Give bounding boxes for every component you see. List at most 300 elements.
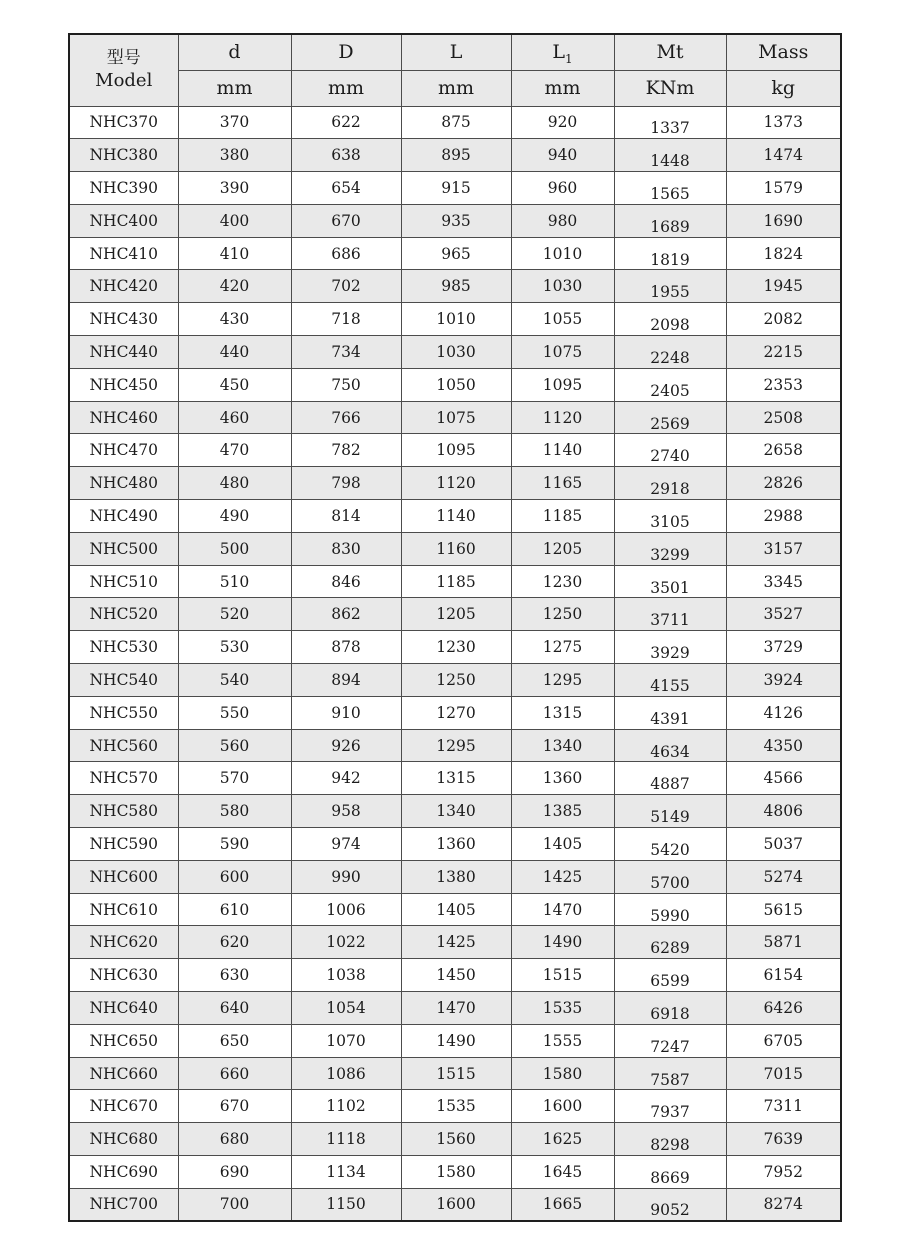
cell-model: NHC700 bbox=[69, 1188, 178, 1221]
mt-value: 1955 bbox=[650, 283, 690, 302]
cell-L1: 1185 bbox=[511, 500, 614, 533]
cell-L1: 1360 bbox=[511, 762, 614, 795]
cell-d: 430 bbox=[178, 303, 291, 336]
cell-model: NHC400 bbox=[69, 204, 178, 237]
table-row bbox=[69, 893, 841, 926]
cell-L: 1470 bbox=[401, 992, 511, 1025]
header-cell-d: d bbox=[178, 34, 291, 70]
mt-value: 3299 bbox=[650, 545, 690, 564]
cell-Mt bbox=[614, 237, 726, 270]
cell-model: NHC490 bbox=[69, 500, 178, 533]
cell-L: 1120 bbox=[401, 467, 511, 500]
cell-Mt bbox=[614, 172, 726, 205]
cell-L: 1580 bbox=[401, 1156, 511, 1189]
mt-value: 1337 bbox=[650, 119, 690, 138]
mt-value: 4391 bbox=[650, 709, 690, 728]
cell-d: 580 bbox=[178, 795, 291, 828]
cell-D: 1038 bbox=[291, 959, 401, 992]
cell-d: 410 bbox=[178, 237, 291, 270]
cell-Mass: 3527 bbox=[726, 598, 841, 631]
cell-Mt bbox=[614, 1188, 726, 1221]
cell-L1: 1250 bbox=[511, 598, 614, 631]
header-model-en: Model bbox=[95, 69, 153, 91]
header-cell-L1: $L_1$ bbox=[511, 34, 614, 70]
cell-Mass: 1824 bbox=[726, 237, 841, 270]
table-row bbox=[69, 532, 841, 565]
cell-D: 1054 bbox=[291, 992, 401, 1025]
cell-L1: 1470 bbox=[511, 893, 614, 926]
cell-D: 862 bbox=[291, 598, 401, 631]
cell-L: 1600 bbox=[401, 1188, 511, 1221]
cell-Mass: 2215 bbox=[726, 336, 841, 369]
table-row bbox=[69, 270, 841, 303]
cell-L1: 1165 bbox=[511, 467, 614, 500]
cell-Mass: 7015 bbox=[726, 1057, 841, 1090]
cell-D: 974 bbox=[291, 828, 401, 861]
cell-Mass: 1373 bbox=[726, 106, 841, 139]
table-row bbox=[69, 303, 841, 336]
cell-Mass: 5274 bbox=[726, 860, 841, 893]
table-row bbox=[69, 368, 841, 401]
cell-L: 1295 bbox=[401, 729, 511, 762]
mt-value: 2918 bbox=[650, 480, 690, 499]
cell-d: 460 bbox=[178, 401, 291, 434]
cell-Mt bbox=[614, 204, 726, 237]
cell-D: 750 bbox=[291, 368, 401, 401]
cell-Mt bbox=[614, 696, 726, 729]
cell-Mass: 1579 bbox=[726, 172, 841, 205]
table-row bbox=[69, 467, 841, 500]
table-row bbox=[69, 1057, 841, 1090]
cell-Mass: 2658 bbox=[726, 434, 841, 467]
mt-value: 8298 bbox=[650, 1136, 690, 1155]
cell-Mass: 7952 bbox=[726, 1156, 841, 1189]
cell-d: 400 bbox=[178, 204, 291, 237]
cell-d: 540 bbox=[178, 664, 291, 697]
mt-value: 8669 bbox=[650, 1168, 690, 1187]
cell-D: 798 bbox=[291, 467, 401, 500]
cell-D: 638 bbox=[291, 139, 401, 172]
cell-model: NHC620 bbox=[69, 926, 178, 959]
cell-d: 370 bbox=[178, 106, 291, 139]
cell-Mt bbox=[614, 959, 726, 992]
cell-Mass: 4806 bbox=[726, 795, 841, 828]
cell-d: 590 bbox=[178, 828, 291, 861]
cell-Mt bbox=[614, 795, 726, 828]
cell-Mt bbox=[614, 893, 726, 926]
cell-model: NHC660 bbox=[69, 1057, 178, 1090]
cell-model: NHC440 bbox=[69, 336, 178, 369]
mt-value: 5420 bbox=[650, 840, 690, 859]
cell-Mass: 1474 bbox=[726, 139, 841, 172]
cell-D: 670 bbox=[291, 204, 401, 237]
cell-d: 610 bbox=[178, 893, 291, 926]
cell-L: 1360 bbox=[401, 828, 511, 861]
mt-value: 2248 bbox=[650, 348, 690, 367]
cell-d: 620 bbox=[178, 926, 291, 959]
cell-model: NHC420 bbox=[69, 270, 178, 303]
cell-Mass: 5615 bbox=[726, 893, 841, 926]
cell-Mass: 2508 bbox=[726, 401, 841, 434]
cell-d: 550 bbox=[178, 696, 291, 729]
table-row bbox=[69, 172, 841, 205]
cell-d: 650 bbox=[178, 1024, 291, 1057]
mt-value: 3711 bbox=[650, 611, 690, 630]
cell-Mt bbox=[614, 828, 726, 861]
cell-L: 1490 bbox=[401, 1024, 511, 1057]
cell-Mt bbox=[614, 992, 726, 1025]
mt-value: 2098 bbox=[650, 316, 690, 335]
unit-cell-Mass: kg bbox=[726, 70, 841, 106]
cell-Mt bbox=[614, 500, 726, 533]
mt-value: 9052 bbox=[650, 1201, 690, 1220]
cell-Mt bbox=[614, 565, 726, 598]
mt-value: 4887 bbox=[650, 775, 690, 794]
cell-model: NHC540 bbox=[69, 664, 178, 697]
cell-Mass: 4350 bbox=[726, 729, 841, 762]
mt-value: 2740 bbox=[650, 447, 690, 466]
cell-model: NHC600 bbox=[69, 860, 178, 893]
cell-L: 1095 bbox=[401, 434, 511, 467]
cell-d: 660 bbox=[178, 1057, 291, 1090]
cell-L1: 1625 bbox=[511, 1123, 614, 1156]
cell-Mt bbox=[614, 729, 726, 762]
cell-Mass: 5871 bbox=[726, 926, 841, 959]
cell-Mass: 6705 bbox=[726, 1024, 841, 1057]
cell-L: 1380 bbox=[401, 860, 511, 893]
table-row bbox=[69, 828, 841, 861]
cell-Mass: 6426 bbox=[726, 992, 841, 1025]
cell-L1: 1030 bbox=[511, 270, 614, 303]
cell-D: 990 bbox=[291, 860, 401, 893]
cell-Mass: 7311 bbox=[726, 1090, 841, 1123]
unit-cell-D: mm bbox=[291, 70, 401, 106]
cell-Mass: 7639 bbox=[726, 1123, 841, 1156]
cell-Mt bbox=[614, 434, 726, 467]
cell-model: NHC560 bbox=[69, 729, 178, 762]
cell-D: 1150 bbox=[291, 1188, 401, 1221]
cell-d: 700 bbox=[178, 1188, 291, 1221]
cell-d: 600 bbox=[178, 860, 291, 893]
cell-L1: 1275 bbox=[511, 631, 614, 664]
cell-d: 480 bbox=[178, 467, 291, 500]
header-row-units bbox=[69, 70, 841, 106]
cell-L: 1075 bbox=[401, 401, 511, 434]
cell-model: NHC550 bbox=[69, 696, 178, 729]
cell-d: 680 bbox=[178, 1123, 291, 1156]
cell-L1: 1120 bbox=[511, 401, 614, 434]
header-cell-model bbox=[69, 34, 178, 106]
cell-Mt bbox=[614, 926, 726, 959]
cell-d: 390 bbox=[178, 172, 291, 205]
cell-Mt bbox=[614, 631, 726, 664]
cell-Mt bbox=[614, 1024, 726, 1057]
cell-Mass: 2353 bbox=[726, 368, 841, 401]
cell-L1: 940 bbox=[511, 139, 614, 172]
cell-model: NHC630 bbox=[69, 959, 178, 992]
cell-model: NHC590 bbox=[69, 828, 178, 861]
cell-D: 846 bbox=[291, 565, 401, 598]
table-row bbox=[69, 434, 841, 467]
mt-value: 6289 bbox=[650, 939, 690, 958]
table-row bbox=[69, 139, 841, 172]
spec-table bbox=[68, 33, 842, 1222]
cell-L1: 980 bbox=[511, 204, 614, 237]
table-row bbox=[69, 795, 841, 828]
cell-L1: 1515 bbox=[511, 959, 614, 992]
cell-D: 686 bbox=[291, 237, 401, 270]
cell-Mass: 6154 bbox=[726, 959, 841, 992]
cell-D: 910 bbox=[291, 696, 401, 729]
cell-Mt bbox=[614, 532, 726, 565]
cell-d: 640 bbox=[178, 992, 291, 1025]
table-body bbox=[69, 106, 841, 1221]
cell-L: 1560 bbox=[401, 1123, 511, 1156]
cell-model: NHC640 bbox=[69, 992, 178, 1025]
cell-Mass: 1945 bbox=[726, 270, 841, 303]
mt-value: 7587 bbox=[650, 1070, 690, 1089]
cell-d: 570 bbox=[178, 762, 291, 795]
cell-L1: 920 bbox=[511, 106, 614, 139]
header-cell-Mass: Mass bbox=[726, 34, 841, 70]
table-row bbox=[69, 1123, 841, 1156]
cell-L1: 1645 bbox=[511, 1156, 614, 1189]
mt-value: 3105 bbox=[650, 512, 690, 531]
cell-D: 782 bbox=[291, 434, 401, 467]
cell-D: 734 bbox=[291, 336, 401, 369]
cell-model: NHC380 bbox=[69, 139, 178, 172]
table-row bbox=[69, 664, 841, 697]
header-cell-Mt: Mt bbox=[614, 34, 726, 70]
cell-L1: 1205 bbox=[511, 532, 614, 565]
cell-model: NHC470 bbox=[69, 434, 178, 467]
cell-L1: 1075 bbox=[511, 336, 614, 369]
cell-Mass: 2082 bbox=[726, 303, 841, 336]
table-row bbox=[69, 500, 841, 533]
cell-d: 380 bbox=[178, 139, 291, 172]
cell-L: 875 bbox=[401, 106, 511, 139]
cell-Mass: 1690 bbox=[726, 204, 841, 237]
cell-Mt bbox=[614, 368, 726, 401]
cell-L: 1405 bbox=[401, 893, 511, 926]
cell-L1: 1555 bbox=[511, 1024, 614, 1057]
cell-Mt bbox=[614, 598, 726, 631]
cell-D: 894 bbox=[291, 664, 401, 697]
cell-Mt bbox=[614, 467, 726, 500]
cell-Mt bbox=[614, 860, 726, 893]
cell-L: 965 bbox=[401, 237, 511, 270]
cell-Mass: 3345 bbox=[726, 565, 841, 598]
cell-model: NHC480 bbox=[69, 467, 178, 500]
cell-D: 1134 bbox=[291, 1156, 401, 1189]
header-cell-D: D bbox=[291, 34, 401, 70]
table-row bbox=[69, 631, 841, 664]
table-row bbox=[69, 565, 841, 598]
cell-model: NHC510 bbox=[69, 565, 178, 598]
cell-model: NHC460 bbox=[69, 401, 178, 434]
cell-model: NHC580 bbox=[69, 795, 178, 828]
cell-Mass: 3924 bbox=[726, 664, 841, 697]
cell-D: 814 bbox=[291, 500, 401, 533]
mt-value: 1819 bbox=[650, 250, 690, 269]
table-row bbox=[69, 106, 841, 139]
cell-D: 878 bbox=[291, 631, 401, 664]
cell-Mt bbox=[614, 1156, 726, 1189]
table-row bbox=[69, 762, 841, 795]
cell-Mass: 4566 bbox=[726, 762, 841, 795]
cell-d: 450 bbox=[178, 368, 291, 401]
cell-d: 420 bbox=[178, 270, 291, 303]
cell-Mass: 5037 bbox=[726, 828, 841, 861]
cell-Mt bbox=[614, 303, 726, 336]
mt-value: 1565 bbox=[650, 184, 690, 203]
cell-d: 520 bbox=[178, 598, 291, 631]
cell-model: NHC570 bbox=[69, 762, 178, 795]
cell-d: 630 bbox=[178, 959, 291, 992]
cell-D: 830 bbox=[291, 532, 401, 565]
cell-d: 560 bbox=[178, 729, 291, 762]
cell-model: NHC390 bbox=[69, 172, 178, 205]
table-row bbox=[69, 992, 841, 1025]
cell-Mt bbox=[614, 664, 726, 697]
cell-Mt bbox=[614, 1090, 726, 1123]
cell-D: 958 bbox=[291, 795, 401, 828]
cell-d: 440 bbox=[178, 336, 291, 369]
cell-L: 1010 bbox=[401, 303, 511, 336]
cell-L1: 1600 bbox=[511, 1090, 614, 1123]
cell-D: 1006 bbox=[291, 893, 401, 926]
cell-L1: 1230 bbox=[511, 565, 614, 598]
mt-value: 6599 bbox=[650, 972, 690, 991]
table-row bbox=[69, 696, 841, 729]
cell-D: 654 bbox=[291, 172, 401, 205]
cell-d: 500 bbox=[178, 532, 291, 565]
cell-model: NHC610 bbox=[69, 893, 178, 926]
cell-Mt bbox=[614, 106, 726, 139]
mt-value: 2569 bbox=[650, 414, 690, 433]
cell-L1: 1385 bbox=[511, 795, 614, 828]
cell-d: 530 bbox=[178, 631, 291, 664]
cell-model: NHC650 bbox=[69, 1024, 178, 1057]
mt-value: 5990 bbox=[650, 906, 690, 925]
cell-Mass: 2988 bbox=[726, 500, 841, 533]
cell-L1: 1580 bbox=[511, 1057, 614, 1090]
cell-L1: 1140 bbox=[511, 434, 614, 467]
mt-value: 5149 bbox=[650, 808, 690, 827]
cell-Mt bbox=[614, 336, 726, 369]
cell-L: 935 bbox=[401, 204, 511, 237]
table-row bbox=[69, 336, 841, 369]
cell-L: 1140 bbox=[401, 500, 511, 533]
table-row bbox=[69, 1188, 841, 1221]
cell-Mt bbox=[614, 139, 726, 172]
cell-L1: 1665 bbox=[511, 1188, 614, 1221]
mt-value: 1689 bbox=[650, 217, 690, 236]
table-header bbox=[69, 34, 841, 106]
cell-model: NHC670 bbox=[69, 1090, 178, 1123]
cell-d: 690 bbox=[178, 1156, 291, 1189]
cell-L: 1205 bbox=[401, 598, 511, 631]
cell-L: 1050 bbox=[401, 368, 511, 401]
cell-D: 1118 bbox=[291, 1123, 401, 1156]
cell-D: 622 bbox=[291, 106, 401, 139]
cell-model: NHC530 bbox=[69, 631, 178, 664]
table-row bbox=[69, 1090, 841, 1123]
cell-model: NHC680 bbox=[69, 1123, 178, 1156]
table-row bbox=[69, 1024, 841, 1057]
cell-L1: 1340 bbox=[511, 729, 614, 762]
cell-L: 1315 bbox=[401, 762, 511, 795]
mt-value: 2405 bbox=[650, 381, 690, 400]
mt-value: 7937 bbox=[650, 1103, 690, 1122]
cell-Mass: 8274 bbox=[726, 1188, 841, 1221]
table-row bbox=[69, 204, 841, 237]
cell-model: NHC410 bbox=[69, 237, 178, 270]
cell-L: 985 bbox=[401, 270, 511, 303]
cell-Mt bbox=[614, 1123, 726, 1156]
table-row bbox=[69, 926, 841, 959]
cell-d: 510 bbox=[178, 565, 291, 598]
cell-D: 702 bbox=[291, 270, 401, 303]
cell-L: 1030 bbox=[401, 336, 511, 369]
cell-D: 942 bbox=[291, 762, 401, 795]
unit-cell-Mt: KNm bbox=[614, 70, 726, 106]
cell-D: 926 bbox=[291, 729, 401, 762]
cell-Mass: 3157 bbox=[726, 532, 841, 565]
cell-Mass: 2826 bbox=[726, 467, 841, 500]
cell-L: 1250 bbox=[401, 664, 511, 697]
table-row bbox=[69, 959, 841, 992]
cell-model: NHC520 bbox=[69, 598, 178, 631]
table-row bbox=[69, 598, 841, 631]
cell-D: 1086 bbox=[291, 1057, 401, 1090]
cell-L1: 960 bbox=[511, 172, 614, 205]
cell-L1: 1315 bbox=[511, 696, 614, 729]
mt-value: 5700 bbox=[650, 873, 690, 892]
mt-value: 7247 bbox=[650, 1037, 690, 1056]
cell-d: 470 bbox=[178, 434, 291, 467]
cell-L1: 1490 bbox=[511, 926, 614, 959]
cell-L: 1425 bbox=[401, 926, 511, 959]
cell-L1: 1535 bbox=[511, 992, 614, 1025]
cell-L: 1535 bbox=[401, 1090, 511, 1123]
cell-Mt bbox=[614, 401, 726, 434]
cell-L: 1230 bbox=[401, 631, 511, 664]
cell-L1: 1055 bbox=[511, 303, 614, 336]
cell-Mt bbox=[614, 1057, 726, 1090]
cell-D: 1102 bbox=[291, 1090, 401, 1123]
cell-D: 1022 bbox=[291, 926, 401, 959]
table-row bbox=[69, 401, 841, 434]
cell-L: 915 bbox=[401, 172, 511, 205]
mt-value: 3501 bbox=[650, 578, 690, 597]
table-row bbox=[69, 729, 841, 762]
cell-D: 1070 bbox=[291, 1024, 401, 1057]
unit-cell-d: mm bbox=[178, 70, 291, 106]
cell-L1: 1405 bbox=[511, 828, 614, 861]
cell-model: NHC450 bbox=[69, 368, 178, 401]
cell-L1: 1010 bbox=[511, 237, 614, 270]
mt-value: 3929 bbox=[650, 644, 690, 663]
cell-Mass: 4126 bbox=[726, 696, 841, 729]
cell-L1: 1095 bbox=[511, 368, 614, 401]
table-row bbox=[69, 1156, 841, 1189]
cell-L: 1185 bbox=[401, 565, 511, 598]
cell-L: 1450 bbox=[401, 959, 511, 992]
cell-L: 1515 bbox=[401, 1057, 511, 1090]
cell-model: NHC500 bbox=[69, 532, 178, 565]
cell-D: 718 bbox=[291, 303, 401, 336]
